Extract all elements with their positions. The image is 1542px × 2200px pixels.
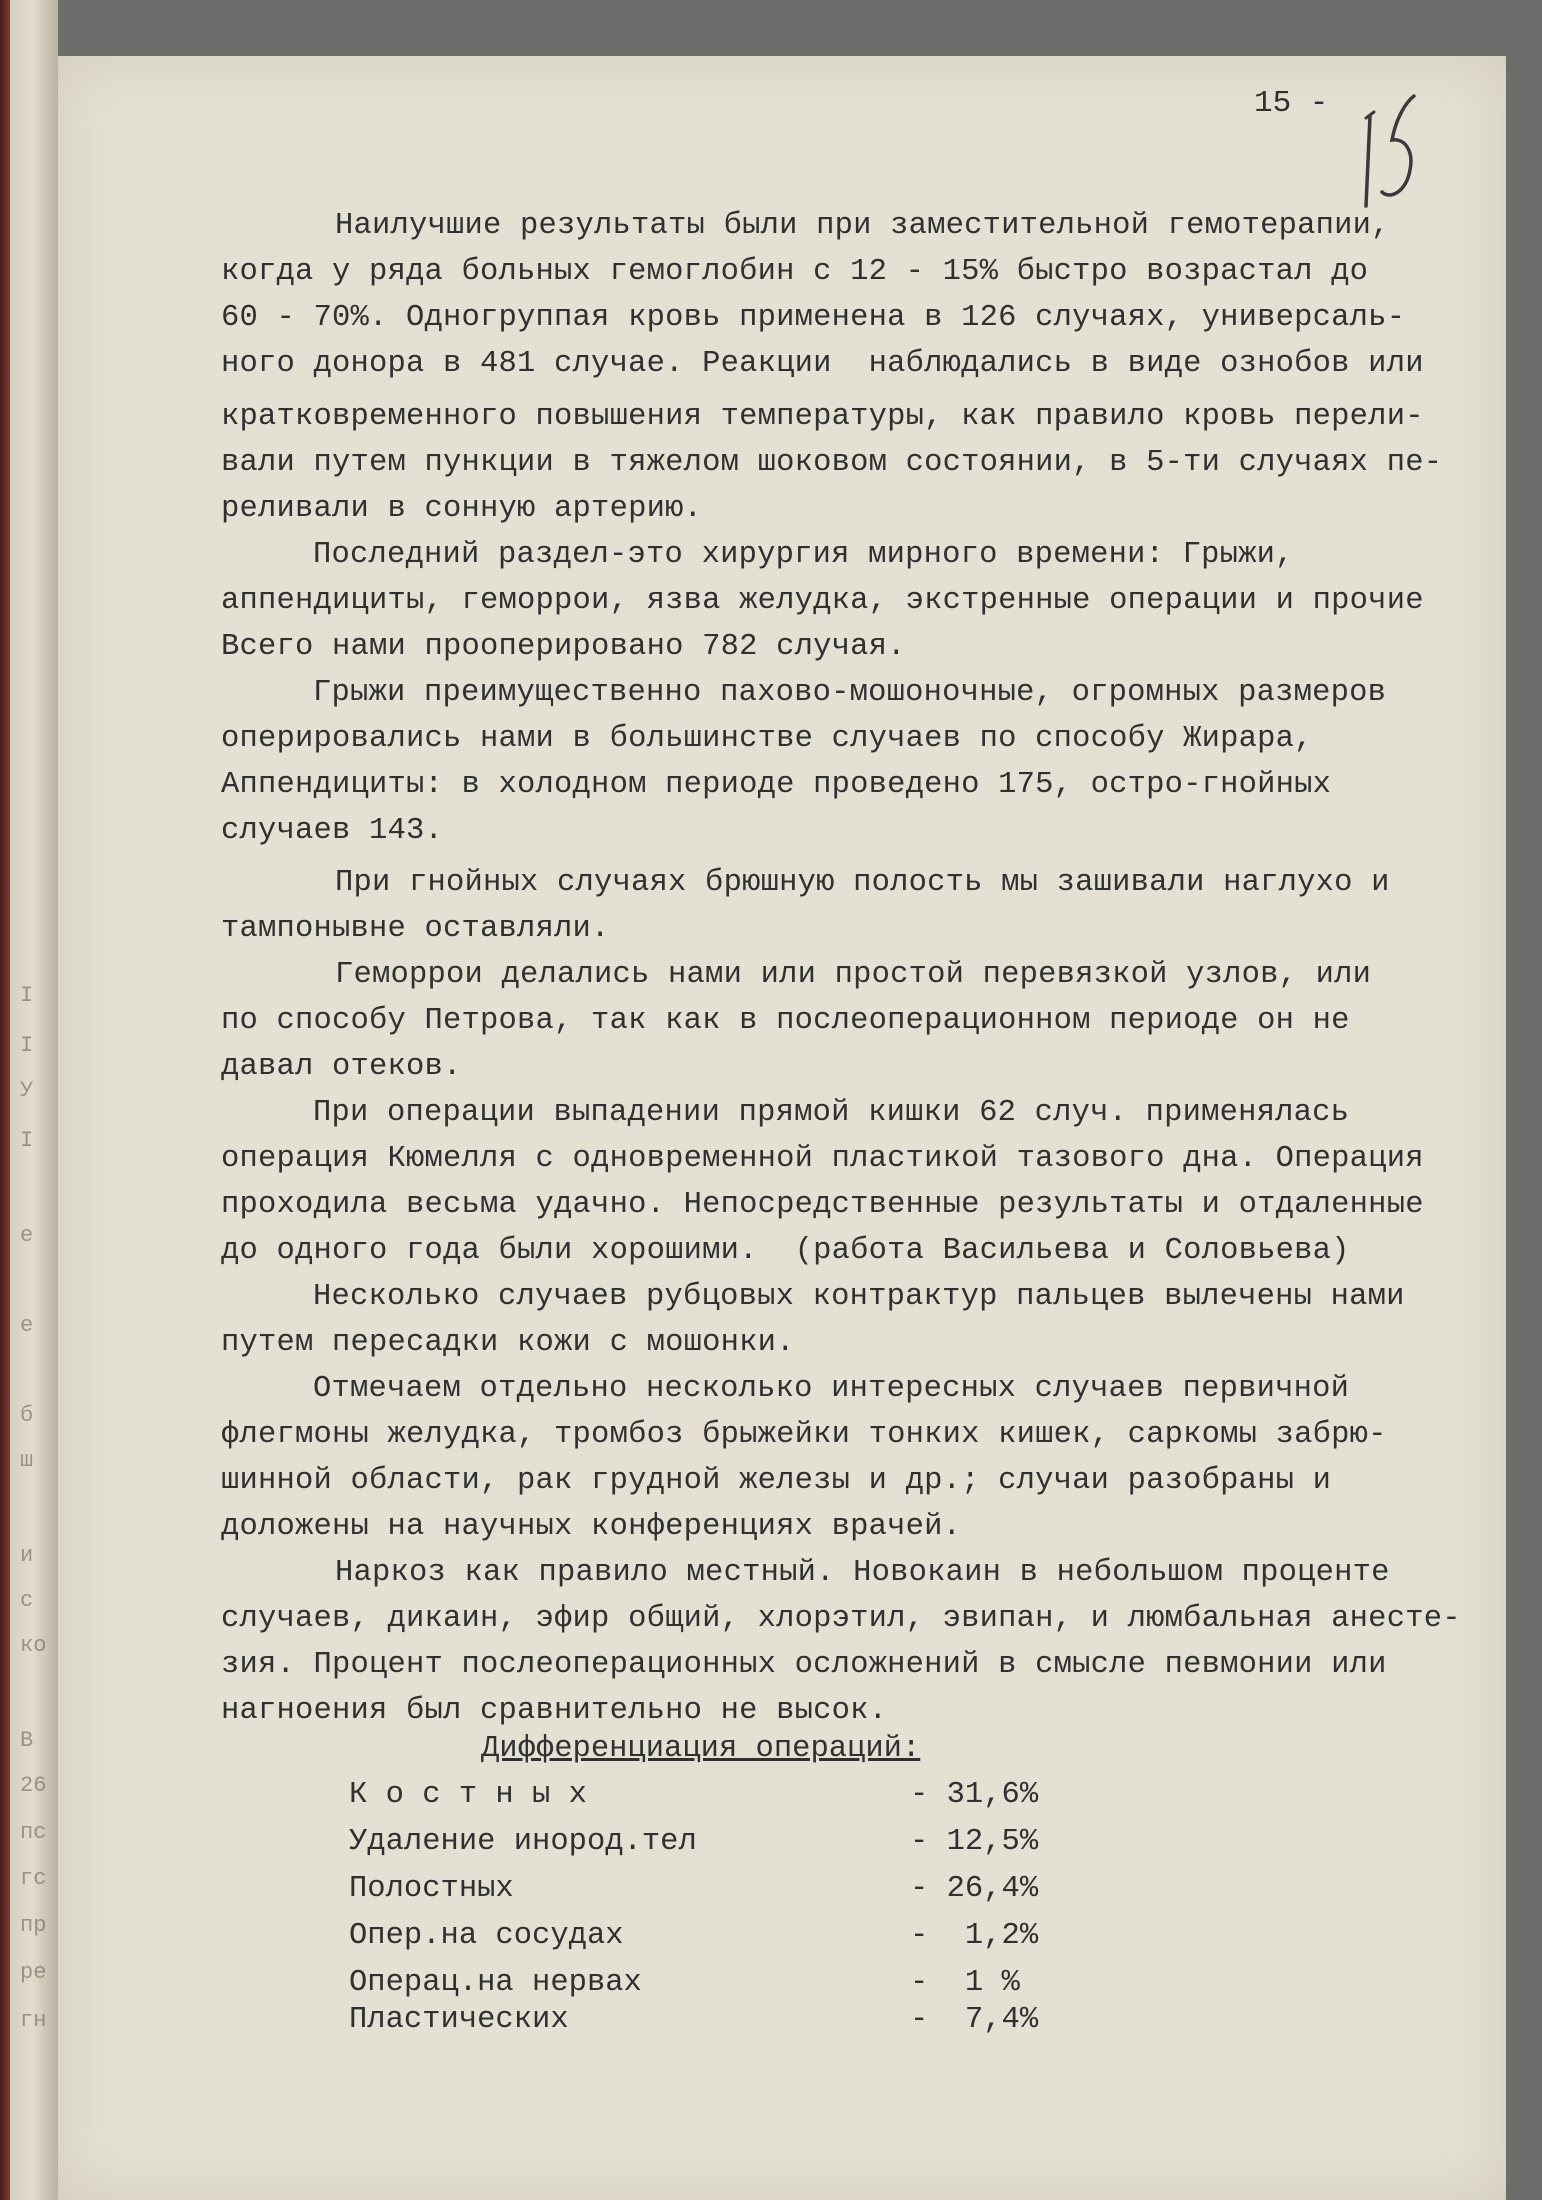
row-label: Опер.на сосудах xyxy=(349,1919,624,1953)
page-number: 15 - xyxy=(1254,86,1329,121)
text-line: зия. Процент послеоперационных осложнений в смысле певмонии или xyxy=(221,1648,1387,1682)
row-label: К о с т н ы х xyxy=(349,1778,587,1812)
text-line: Геморрои делались нами или простой перевязкой узлов, или xyxy=(335,958,1372,992)
text-line: оперировались нами в большинстве случаев по способу Жирара, xyxy=(221,722,1313,756)
text-line: Отмечаем отдельно несколько интересных случаев первичной xyxy=(313,1372,1350,1406)
text-line: операция Кюмелля с одновременной пластикой тазового дна. Операция xyxy=(221,1142,1424,1176)
text-line: Наилучшие результаты были при заместительной гемотерапии, xyxy=(335,209,1390,243)
text-line: Наркоз как правило местный. Новокаин в небольшом проценте xyxy=(335,1556,1390,1590)
text-line: Последний раздел-это хирургия мирного времени: Грыжи, xyxy=(313,538,1294,572)
text-line: Несколько случаев рубцовых контрактур пальцев вылечены нами xyxy=(313,1280,1405,1314)
margin-fragment: ре xyxy=(20,1960,47,1985)
text-line: по способу Петрова, так как в послеоперационном периоде он не xyxy=(221,1004,1350,1038)
row-value: - 1 % xyxy=(910,1966,1020,2000)
text-line: давал отеков. xyxy=(221,1050,462,1084)
row-label: Пластических xyxy=(349,2003,569,2037)
row-label: Полостных xyxy=(349,1872,514,1906)
text-line: ного донора в 481 случае. Реакции наблюдались в виде ознобов или xyxy=(221,347,1424,381)
text-line: проходила весьма удачно. Непосредственные результаты и отдаленные xyxy=(221,1188,1424,1222)
text-line: При операции выпадении прямой кишки 62 случ. применялась xyxy=(313,1096,1350,1130)
text-line: случаев, дикаин, эфир общий, хлорэтил, эвипан, и люмбальная анесте- xyxy=(221,1602,1461,1636)
table-row xyxy=(58,1778,1506,1814)
text-line: 60 - 70%. Одногруппая кровь применена в 126 случаях, универсаль- xyxy=(221,301,1406,335)
margin-fragment: I xyxy=(20,1128,34,1153)
text-line: аппендициты, геморрои, язва желудка, экстренные операции и прочие xyxy=(221,584,1424,618)
margin-fragment: с xyxy=(20,1588,34,1613)
text-line: Грыжи преимущественно пахово-мошоночные, огромных размеров xyxy=(313,676,1387,710)
table-title: Дифференциация операций: xyxy=(481,1732,921,1766)
text-line: когда у ряда больных гемоглобин с 12 - 15% быстро возрастал до xyxy=(221,255,1369,289)
text-line: реливали в сонную артерию. xyxy=(221,492,703,526)
book-spine xyxy=(0,0,10,2200)
row-value: - 12,5% xyxy=(910,1825,1039,1859)
row-value: - 31,6% xyxy=(910,1778,1039,1812)
margin-fragment: пр xyxy=(20,1913,47,1938)
table-row xyxy=(58,1966,1506,2002)
text-line: При гнойных случаях брюшную полость мы зашивали наглухо и xyxy=(335,866,1390,900)
row-label: Удаление инород.тел xyxy=(349,1825,697,1859)
text-line: вали путем пункции в тяжелом шоковом состоянии, в 5-ти случаях пе- xyxy=(221,446,1443,480)
text-line: нагноения был сравнительно не высок. xyxy=(221,1694,888,1728)
table-row xyxy=(58,1825,1506,1861)
margin-fragment: гн xyxy=(20,2008,47,2033)
margin-fragment: е xyxy=(20,1223,34,1248)
margin-fragment: У xyxy=(20,1078,34,1103)
text-line: случаев 143. xyxy=(221,814,444,848)
text-line: тампонывне оставляли. xyxy=(221,912,610,946)
text-line: кратковременного повышения температуры, как правило кровь перели- xyxy=(221,400,1424,434)
row-label: Операц.на нервах xyxy=(349,1966,642,2000)
row-value: - 7,4% xyxy=(910,2003,1039,2037)
handwritten-folio-number xyxy=(1348,88,1428,208)
text-line: Аппендициты: в холодном периоде проведено 175, остро-гнойных xyxy=(221,768,1332,802)
text-line: путем пересадки кожи с мошонки. xyxy=(221,1326,795,1360)
margin-fragment: ко xyxy=(20,1633,47,1658)
adjacent-page-edge xyxy=(0,0,58,2200)
margin-fragment: б xyxy=(20,1403,34,1428)
document-page xyxy=(58,56,1506,2200)
text-line: Всего нами прооперировано 782 случая. xyxy=(221,630,906,664)
margin-fragment: и xyxy=(20,1543,34,1568)
margin-fragment: I xyxy=(20,983,34,1008)
margin-fragment: пс xyxy=(20,1820,47,1845)
margin-fragment: I xyxy=(20,1033,34,1058)
margin-fragment: гс xyxy=(20,1866,47,1891)
text-line: доложены на научных конференциях врачей. xyxy=(221,1510,962,1544)
text-line: до одного года были хорошими. (работа Васильева и Соловьева) xyxy=(221,1234,1350,1268)
table-row xyxy=(58,1919,1506,1955)
margin-fragment: е xyxy=(20,1313,34,1338)
row-value: - 26,4% xyxy=(910,1872,1039,1906)
margin-fragment: В xyxy=(20,1728,34,1753)
margin-fragment: ш xyxy=(20,1448,34,1473)
table-row xyxy=(58,2003,1506,2039)
text-line: флегмоны желудка, тромбоз брыжейки тонких кишек, саркомы забрю- xyxy=(221,1418,1387,1452)
text-line: шинной области, рак грудной железы и др.; случаи разобраны и xyxy=(221,1464,1332,1498)
row-value: - 1,2% xyxy=(910,1919,1039,1953)
table-row xyxy=(58,1872,1506,1908)
margin-fragment: 26 xyxy=(20,1773,47,1798)
